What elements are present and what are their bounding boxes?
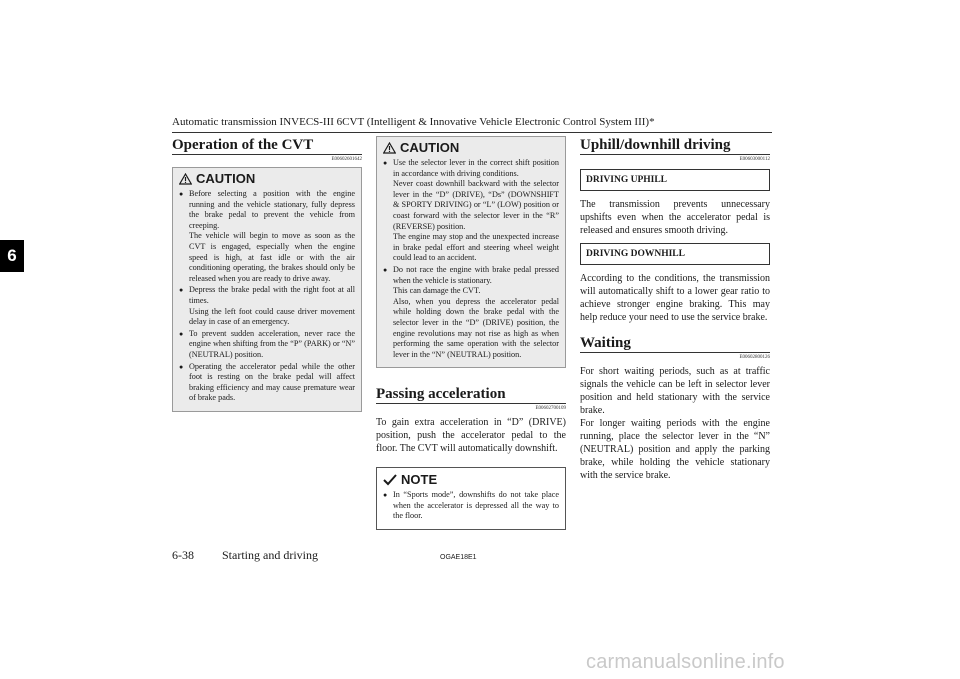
caution-text: Operating the accelerator pedal while the other foot is resting on the brake pedal will affect braking efficiency and may cause premature wear of brake pads. [189,361,355,403]
caution-item [179,329,355,361]
caution-item [383,158,559,264]
chapter-tab: 6 [0,240,24,272]
caution-heading [383,140,559,156]
caution-item [179,285,355,327]
caution-text: Also, when you depress the accelerator pedal while holding down the brake pedal with the selector lever in the “D” (DRIVE) position, the engine revolutions may not rise as high as when performing the same operation with the selector lever in the “N” (NEUTRAL) position. [393,296,559,359]
bullet-icon: ● [383,265,388,274]
section-code: E00603000112 [739,157,770,162]
column-uphill-waiting [580,136,770,486]
watermark: carmanualsonline.info [586,651,785,673]
caution-box [376,136,566,368]
caution-text: Depress the brake pedal with the right foot at all times. [189,285,355,305]
running-header: Automatic transmission INVECS-III 6CVT (Intelligent & Innovative Vehicle Electronic Control System III)* [172,116,655,128]
warning-triangle-icon [383,142,396,154]
note-box [376,467,566,530]
caution-label: CAUTION [400,140,460,155]
bullet-icon: ● [179,190,184,198]
section-code: E00602700109 [535,406,566,412]
caution-text: The vehicle will begin to move as soon as the CVT is engaged, especially when the engine speed is high, at fast idle or with the air conditioning operating, the brakes should only be released when you are ready to drive away. [189,231,355,283]
section-title-operation: Operation of the CVT [172,137,314,153]
body-text: The transmission prevents unnecessary upshifts even when the accelerator pedal is released and ensures smooth driving. [580,199,770,236]
bullet-icon: ● [383,491,388,500]
bullet-icon: ● [179,329,184,338]
section-heading [172,136,362,155]
page-number: 6-38 [172,548,194,562]
note-heading [383,472,559,488]
subhead-uphill: DRIVING UPHILL [580,169,770,191]
section-heading [376,385,566,404]
footer-code: OGAE18E1 [440,554,477,561]
footer-section: Starting and driving [222,548,318,562]
caution-item [179,189,355,284]
section-heading [580,334,770,353]
bullet-icon: ● [383,159,388,167]
body-text: For longer waiting periods with the engine running, place the selector lever in the “N” (NEUTRAL) position and apply the parking brake, while holding the vehicle stationary with the service brake. [580,418,770,481]
section-code: E00602601642 [331,157,362,162]
footer [172,548,346,562]
section-title-passing: Passing acceleration [376,386,506,403]
note-text: In “Sports mode”, downshifts do not take place when the accelerator is depressed all the way to the floor. [393,490,559,521]
caution-label: CAUTION [196,171,256,186]
section-code: E00602800126 [739,355,770,360]
caution-text: Before selecting a position with the engine running and the vehicle stationary, fully depress the brake pedal to prevent the vehicle from creeping. [189,189,355,230]
caution-text: The engine may stop and the unexpected increase in brake pedal effort and steering wheel weight could lead to an accident. [393,232,559,263]
warning-triangle-icon [179,173,192,185]
caution-text: This can damage the CVT. [393,286,481,296]
column-operation [172,136,362,412]
caution-item [179,362,355,404]
body-text: To gain extra acceleration in “D” (DRIVE) position, push the accelerator pedal to the floor. The CVT will automatically downshift. [376,417,566,455]
section-heading [580,136,770,155]
subhead-downhill: DRIVING DOWNHILL [580,243,770,265]
caution-text: Using the left foot could cause driver movement delay in case of an emergency. [189,306,355,327]
caution-item [383,265,559,360]
section-title-waiting: Waiting [580,335,631,351]
bullet-icon: ● [179,362,184,371]
caution-text: Never coast downhill backward with the selector lever in the “D” (DRIVE), “Ds” (DOWNSHIFT & SPORTY DRIVING) or “L” (LOW) position or coast forward with the selector lever in the “R” (REVERSE) position. [393,179,559,231]
caution-text: To prevent sudden acceleration, never race the engine when shifting from the “P” (PARK) or “N” (NEUTRAL) position. [189,328,355,359]
caution-heading [179,171,355,187]
header-rule [172,132,772,133]
note-label: NOTE [401,472,438,488]
section-title-uphill: Uphill/downhill driving [580,137,731,153]
caution-text: Do not race the engine with brake pedal pressed when the vehicle is stationary. [393,264,559,285]
body-text: For short waiting periods, such as at traffic signals the vehicle can be left in selector lever position and held stationary with the service brake. [580,366,770,416]
caution-text: Use the selector lever in the correct shift position in accordance with driving conditions. [393,158,559,178]
note-item [383,490,559,522]
bullet-icon: ● [179,286,184,295]
note-check-icon [383,474,397,486]
caution-box [172,167,362,412]
column-caution-passing [376,136,566,530]
body-text: According to the conditions, the transmission will automatically shift to a lower gear ratio to achieve stronger engine braking. This may help reduce your need to use the service brake. [580,273,770,323]
